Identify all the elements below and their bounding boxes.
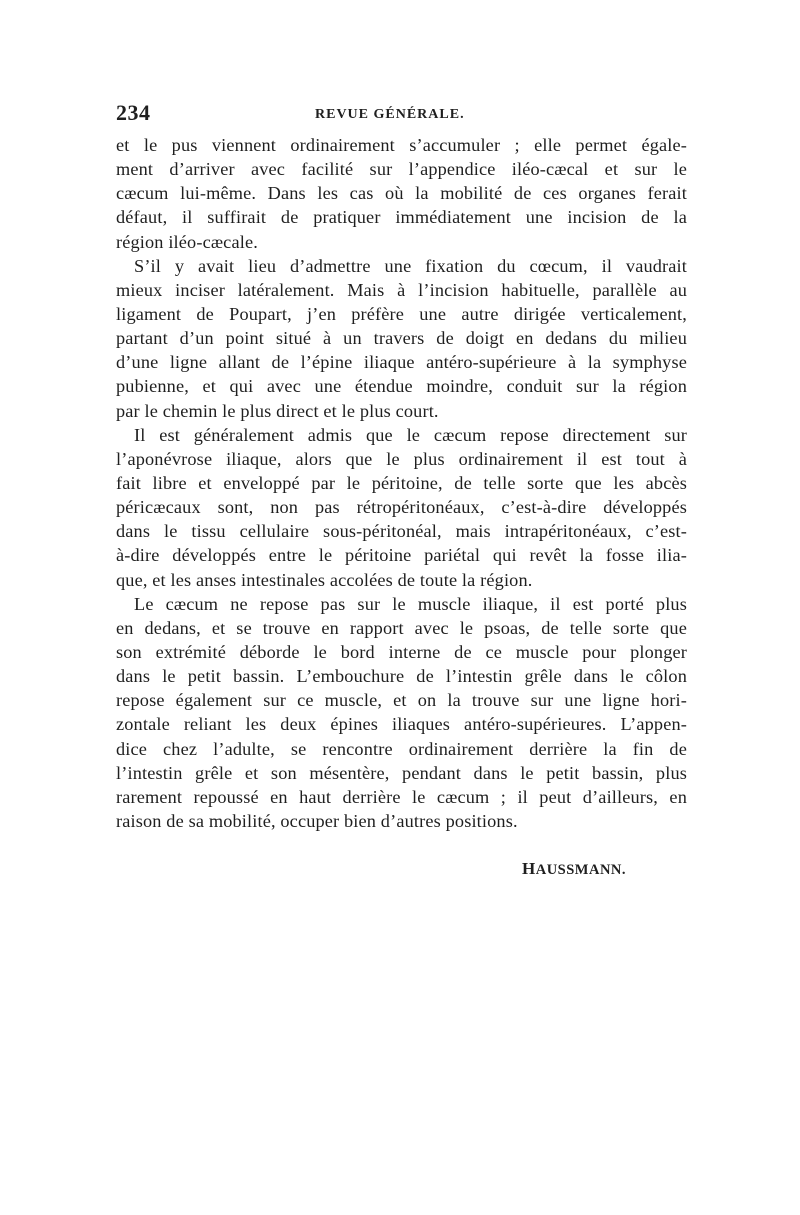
text-line: son extrémité déborde le bord interne de ce muscle pour plonger: [116, 641, 687, 662]
text-line: d’une ligne allant de l’épine iliaque antéro-supérieure à la symphyse: [116, 352, 687, 373]
signature-rest: AUSSMANN.: [535, 862, 627, 878]
text-line: ment d’arriver avec facilité sur l’appendice iléo-cæcal et sur le: [116, 159, 687, 180]
text-line: l’aponévrose iliaque, alors que le plus ordinairement il est tout à: [116, 448, 687, 469]
text-line: que, et les anses intestinales accolées de toute la région.: [116, 569, 533, 590]
text-line: rarement repoussé en haut derrière le cæcum ; il peut d’ailleurs, en: [116, 786, 687, 807]
text-line: dice chez l’adulte, se rencontre ordinairement derrière la fin de: [116, 738, 687, 759]
paragraph-2: [116, 254, 687, 423]
paragraph-3: [116, 423, 687, 592]
text-line: cæcum lui-même. Dans les cas où la mobilité de ces organes ferait: [116, 183, 687, 204]
text-line: ligament de Poupart, j’en préfère une autre dirigée verticalement,: [116, 303, 687, 324]
text-line: dans le petit bassin. L’embouchure de l’intestin grêle dans le côlon: [116, 666, 687, 687]
text-line: et le pus viennent ordinairement s’accumuler ; elle permet égale-: [116, 135, 687, 155]
journal-title: REVUE GÉNÉRALE.: [315, 107, 465, 122]
text-line: en dedans, et se trouve en rapport avec le psoas, de telle sorte que: [116, 617, 687, 638]
text-line: Le cæcum ne repose pas sur le muscle iliaque, il est porté plus: [134, 593, 687, 614]
text-line: mieux inciser latéralement. Mais à l’incision habituelle, parallèle au: [116, 279, 687, 300]
paragraph-4: [116, 592, 687, 833]
text-line: défaut, il suffirait de pratiquer immédiatement une incision de la: [116, 207, 687, 228]
text-line: raison de sa mobilité, occuper bien d’autres positions.: [116, 810, 518, 831]
text-line: fait libre et enveloppé par le péritoine, de telle sorte que les abcès: [116, 472, 687, 493]
text-line: péricæcaux sont, non pas rétropéritonéaux, c’est-à-dire développés: [116, 497, 687, 518]
text-line: S’il y avait lieu d’admettre une fixation du cœcum, il vaudrait: [134, 255, 687, 276]
running-head: [116, 100, 686, 130]
signature-initial: H: [522, 859, 536, 878]
text-line: Il est généralement admis que le cæcum repose directement sur: [134, 424, 687, 445]
paragraph-1: [116, 133, 687, 254]
text-line: pubienne, et qui avec une étendue moindre, conduit sur la région: [116, 376, 687, 397]
text-line: l’intestin grêle et son mésentère, pendant dans le petit bassin, plus: [116, 762, 687, 783]
text-line: partant d’un point situé à un travers de doigt en dedans du milieu: [116, 328, 687, 349]
text-line: dans le tissu cellulaire sous-péritonéal, mais intrapéritonéaux, c’est-: [116, 521, 687, 542]
text-line: région iléo-cæcale.: [116, 231, 258, 252]
article-body: [116, 133, 687, 833]
text-line: zontale reliant les deux épines iliaques antéro-supérieures. L’appen-: [116, 714, 687, 735]
text-line: à-dire développés entre le péritoine pariétal qui revêt la fosse ilia-: [116, 545, 687, 566]
text-line: par le chemin le plus direct et le plus court.: [116, 400, 439, 421]
text-line: repose également sur ce muscle, et on la trouve sur une ligne hori-: [116, 690, 687, 711]
page-number: 234: [116, 100, 151, 125]
author-signature: [522, 859, 626, 879]
